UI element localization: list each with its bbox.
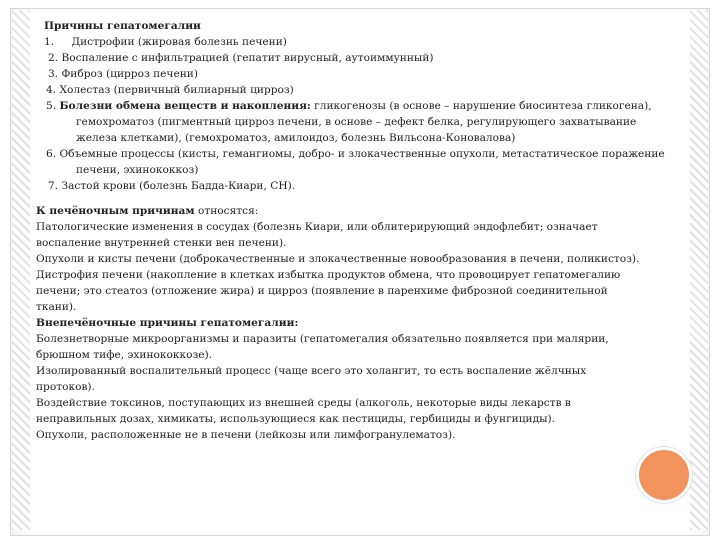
list-item-3: 3. Фиброз (цирроз печени) xyxy=(48,68,198,80)
extrahepatic-paragraph-1-line-2: брюшном тифе, эхинококкозе). xyxy=(36,349,213,361)
list-item-6-line-2: печени, эхинококкоз) xyxy=(76,164,199,176)
list-item-5-line-2: гемохроматоз (пигментный цирроз печени, в основе – дефект белка, регулирующего захватывание xyxy=(76,116,637,128)
list-item-5-bold: Болезни обмена веществ и накопления: xyxy=(59,100,311,112)
hepatic-paragraph-2: Опухоли и кисты печени (доброкачественные и злокачественные новообразования в печени, поликистоз). xyxy=(36,253,640,265)
list-item-7: 7. Застой крови (болезнь Бадда-Киари, СН). xyxy=(48,180,296,192)
left-stripe-decoration xyxy=(12,10,30,530)
extrahepatic-paragraph-2-line-2: протоков). xyxy=(36,381,95,393)
list-item-5-prefix: 5. xyxy=(46,100,60,112)
orange-circle-decoration xyxy=(636,447,692,503)
list-title: Причины гепатомегалии xyxy=(44,20,201,32)
list-item-1-number: 1. xyxy=(44,36,55,48)
extrahepatic-heading xyxy=(36,315,676,331)
hepatic-paragraph-1-line-1: Патологические изменения в сосудах (болезнь Киари, или облитерирующий эндофлебит; означает xyxy=(36,221,598,233)
extrahepatic-heading-text: Внепечёночные причины гепатомегалии: xyxy=(36,317,299,329)
extrahepatic-paragraph-2-line-1: Изолированный воспалительный процесс (чаще всего это холангит, то есть воспаление жёлчных xyxy=(36,365,587,377)
slide-content xyxy=(36,18,676,443)
extrahepatic-paragraph-1-line-1: Болезнетворные микроорганизмы и паразиты (гепатомегалия обязательно появляется при малярии, xyxy=(36,333,609,345)
list-item-1-text: Дистрофии (жировая болезнь печени) xyxy=(71,36,287,48)
hepatic-paragraph-3-line-2: печени; это стеатоз (отложение жира) и цирроз (появление в паренхиме фиброзной соединительной xyxy=(36,285,608,297)
list-item-1 xyxy=(36,34,676,50)
hepatic-heading xyxy=(36,203,676,219)
list-item-5-rest: гликогенозы (в основе – нарушение биосинтеза гликогена), xyxy=(310,100,652,112)
list-item-2: 2. Воспаление с инфильтрацией (гепатит вирусный, аутоиммунный) xyxy=(48,52,434,64)
list-item-5 xyxy=(36,98,676,114)
extrahepatic-paragraph-4: Опухоли, расположенные не в печени (лейкозы или лимфогранулематоз). xyxy=(36,429,456,441)
hepatic-paragraph-1-line-2: воспаление внутренней стенки вен печени). xyxy=(36,237,287,249)
hepatic-paragraph-3-line-1: Дистрофия печени (накопление в клетках избытка продуктов обмена, что провоцирует гепатомегалию xyxy=(36,269,621,281)
hepatic-heading-rest: относятся: xyxy=(194,205,259,217)
extrahepatic-paragraph-3-line-1: Воздействие токсинов, поступающих из внешней среды (алкоголь, некоторые виды лекарств в xyxy=(36,397,571,409)
hepatic-heading-bold: К печёночным причинам xyxy=(36,205,195,217)
list-item-4: 4. Холестаз (первичный билиарный цирроз) xyxy=(46,84,294,96)
list-item-6: 6. Объемные процессы (кисты, гемангиомы, добро- и злокачественные опухоли, метастатическое поражение xyxy=(46,148,665,160)
extrahepatic-paragraph-3-line-2: неправильных дозах, химикаты, использующиеся как пестициды, гербициды и фунгициды). xyxy=(36,413,556,425)
right-stripe-decoration xyxy=(690,10,708,530)
list-item-5-line-3: железа клетками), (гемохроматоз, амилоидоз, болезнь Вильсона-Коновалова) xyxy=(76,132,516,144)
hepatic-paragraph-3-line-3: ткани). xyxy=(36,301,77,313)
